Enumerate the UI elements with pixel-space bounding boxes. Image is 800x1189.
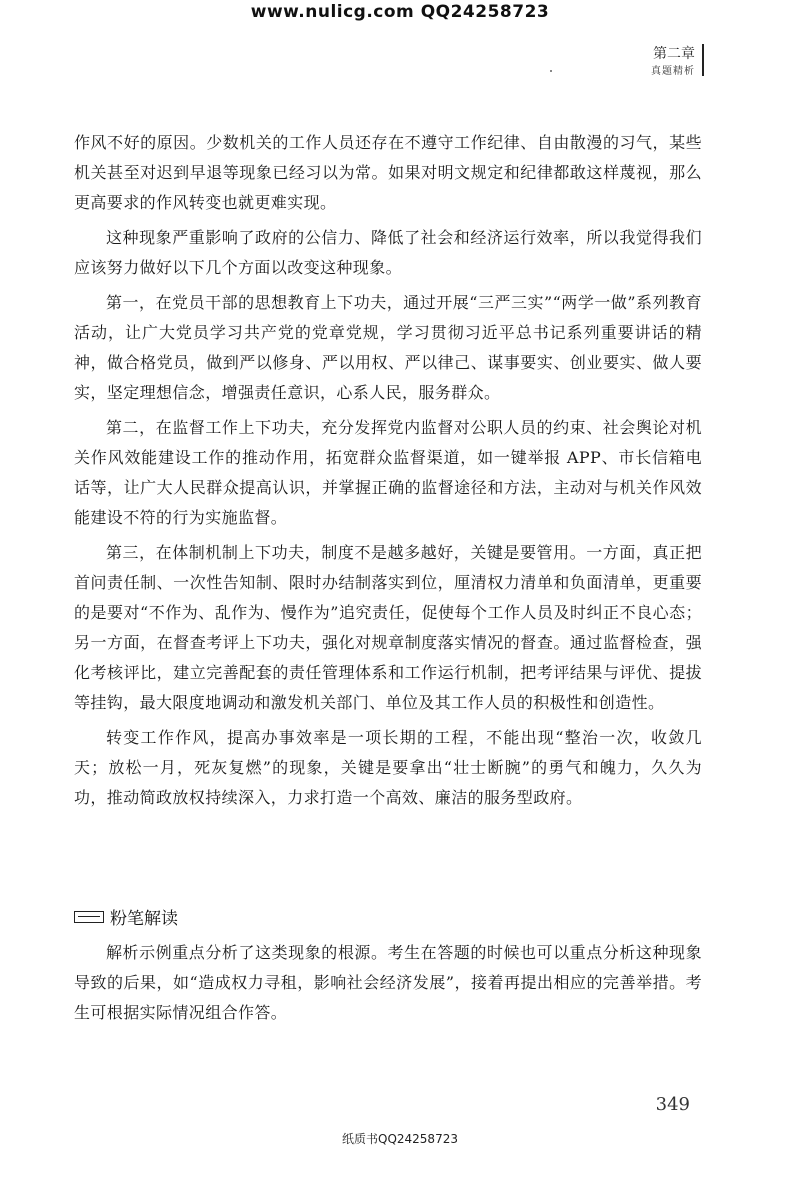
paragraph: 第一，在党员干部的思想教育上下功夫，通过开展“三严三实”“两学一做”系列教育活动，让广大党员学习共产党的党章党规，学习贯彻习近平总书记系列重要讲话的精神，做合格党员，做到严以修身、严以用权、严以律己、谋事要实、创业要实、做人要实，坚定理想信念，增强责任意识，心系人民，服务群众。 — [74, 293, 702, 402]
page-number: 349 — [655, 1094, 690, 1115]
watermark-bottom: 纸质书QQ24258723 — [342, 1132, 458, 1146]
paragraph-continuation: 作风不好的原因。少数机关的工作人员还存在不遵守工作纪律、自由散漫的习气，某些机关甚至对迟到早退等现象已经习以为常。如果对明文规定和纪律都敢这样蔑视，那么更高要求的作风转变也就更难实现。 — [74, 133, 702, 212]
paragraph: 转变工作作风，提高办事效率是一项长期的工程，不能出现“整治一次，收敛几天；放松一月，死灰复燃”的现象，关键是要拿出“壮士断腕”的勇气和魄力，久久为功，推动简政放权持续深入，力求打造一个高效、廉洁的服务型政府。 — [74, 728, 702, 807]
scan-speck — [550, 70, 552, 72]
paragraph: 这种现象严重影响了政府的公信力、降低了社会和经济运行效率，所以我觉得我们应该努力做好以下几个方面以改变这种现象。 — [74, 228, 702, 277]
analysis-paragraph: 解析示例重点分析了这类现象的根源。考生在答题的时候也可以重点分析这种现象导致的后果，如“造成权力寻租，影响社会经济发展”，接着再提出相应的完善举措。考生可根据实际情况组合作答。 — [74, 943, 702, 1022]
paragraph: 第三，在体制机制上下功夫，制度不是越多越好，关键是要管用。一方面，真正把首问责任制、一次性告知制、限时办结制落实到位，厘清权力清单和负面清单，更重要的是要对“不作为、乱作为、慢作为”追究责任，促使每个工作人员及时纠正不良心态；另一方面，在督查考评上下功夫，强化对规章制度落实情况的督查。通过监督检查，强化考核评比，建立完善配套的责任管理体系和工作运行机制，把考评结果与评优、提拔等挂钩，最大限度地调动和激发机关部门、单位及其工作人员的积极性和创造性。 — [74, 543, 702, 712]
watermark-top: www.nulicg.com QQ24258723 — [250, 2, 550, 22]
analysis-text — [74, 938, 702, 1028]
running-header — [651, 44, 695, 80]
chapter-title: 第二章 — [653, 46, 695, 62]
section-title: 真题精析 — [651, 66, 695, 77]
analysis-heading — [74, 904, 178, 929]
body-text — [74, 128, 702, 818]
header-rule — [702, 44, 704, 76]
paragraph: 第二，在监督工作上下功夫，充分发挥党内监督对公职人员的约束、社会舆论对机关作风效能建设工作的推动作用，拓宽群众监督渠道，如一键举报 APP、市长信箱电话等，让广大人民群众提高认识，并掌握正确的监督途径和方法，主动对与机关作风效能建设不符的行为实施监督。 — [74, 418, 702, 527]
analysis-heading-label: 粉笔解读 — [110, 909, 178, 929]
pencil-icon — [74, 911, 104, 923]
